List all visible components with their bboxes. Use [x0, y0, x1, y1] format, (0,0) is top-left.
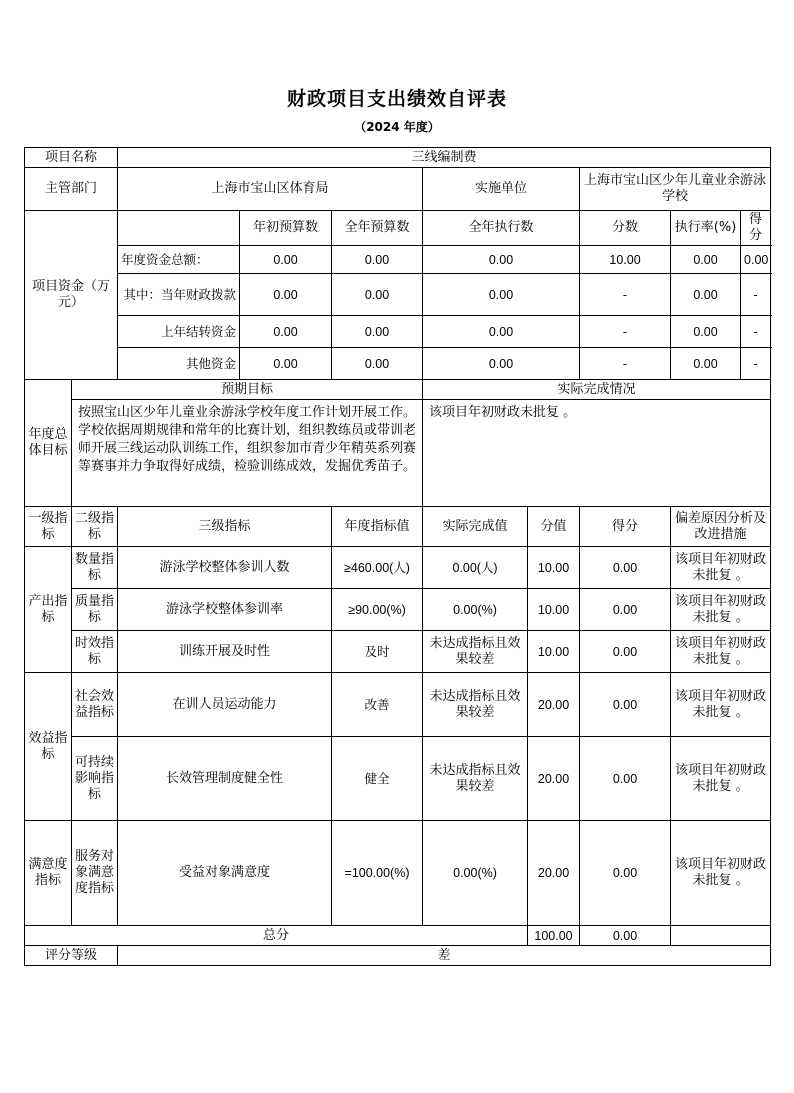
indicator-header-row	[25, 507, 771, 547]
level2-cell: 可持续影响指标	[72, 737, 118, 821]
target-cell: 健全	[332, 737, 423, 821]
funds-cell: 0.00	[423, 274, 580, 316]
level3-cell: 长效管理制度健全性	[118, 737, 332, 821]
funds-cell: 0.00	[671, 316, 741, 348]
header-reason: 偏差原因分析及改进措施	[671, 507, 771, 547]
funds-cell: 0.00	[423, 348, 580, 380]
grade-row	[25, 946, 771, 966]
reason-cell: 该项目年初财政未批复 。	[671, 673, 771, 737]
funds-header-row	[25, 211, 771, 246]
funds-label-text: 项目资金（万元）	[32, 279, 111, 310]
funds-cell: 10.00	[580, 246, 671, 274]
level2-cell: 时效指标	[72, 631, 118, 673]
funds-row	[25, 316, 771, 348]
got-cell: 0.00	[580, 821, 671, 926]
year-subtitle: （2024 年度）	[354, 120, 440, 134]
department-row	[25, 168, 771, 211]
total-label: 总分	[25, 926, 528, 946]
indicator-row	[25, 737, 771, 821]
indicator-row	[25, 821, 771, 926]
got-cell: 0.00	[580, 737, 671, 821]
reason-cell: 该项目年初财政未批复 。	[671, 589, 771, 631]
header-actual: 实际完成值	[423, 507, 528, 547]
score-cell: 10.00	[528, 589, 580, 631]
got-cell: 0.00	[580, 547, 671, 589]
funds-cell: 0.00	[423, 316, 580, 348]
funds-cell: 0.00	[332, 348, 423, 380]
funds-cell: 0.00	[671, 274, 741, 316]
actual-cell: 0.00(%)	[423, 821, 528, 926]
funds-cell: -	[580, 274, 671, 316]
funds-cell: 0.00	[423, 246, 580, 274]
level1-benefit: 效益指标	[25, 673, 72, 821]
funds-cell: 0.00	[332, 316, 423, 348]
funds-cell: -	[580, 316, 671, 348]
funds-cell: 0.00	[240, 274, 332, 316]
funds-cell: -	[580, 348, 671, 380]
header-target: 年度指标值	[332, 507, 423, 547]
level2-cell: 社会效益指标	[72, 673, 118, 737]
funds-row	[25, 274, 771, 316]
funds-header-0: 年初预算数	[240, 211, 332, 246]
funds-row-label: 其他资金	[118, 348, 240, 380]
funds-cell: 0.00	[671, 348, 741, 380]
score-cell: 10.00	[528, 631, 580, 673]
funds-header-5: 得分	[741, 211, 771, 246]
funds-cell: 0.00	[332, 246, 423, 274]
level3-cell: 游泳学校整体参训人数	[118, 547, 332, 589]
header-level3: 三级指标	[118, 507, 332, 547]
funds-cell: -	[741, 348, 771, 380]
goals-content-row	[25, 400, 771, 507]
grade-value: 差	[118, 946, 771, 966]
target-cell: 改善	[332, 673, 423, 737]
level3-cell: 受益对象满意度	[118, 821, 332, 926]
reason-cell: 该项目年初财政未批复 。	[671, 547, 771, 589]
reason-cell: 该项目年初财政未批复 。	[671, 631, 771, 673]
indicator-row	[25, 631, 771, 673]
impl-unit-value: 上海市宝山区少年儿童业余游泳学校	[580, 168, 771, 211]
level1-output: 产出指标	[25, 547, 72, 673]
header-level2: 二级指标	[72, 507, 118, 547]
goals-header-row	[25, 380, 771, 400]
level2-cell: 数量指标	[72, 547, 118, 589]
header-got: 得分	[580, 507, 671, 547]
level3-cell: 训练开展及时性	[118, 631, 332, 673]
actual-result-text: 该项目年初财政未批复 。	[423, 400, 771, 507]
reason-cell: 该项目年初财政未批复 。	[671, 737, 771, 821]
funds-cell: 0.00	[240, 246, 332, 274]
funds-cell: -	[741, 316, 771, 348]
total-got: 0.00	[580, 926, 671, 946]
indicator-row	[25, 547, 771, 589]
dept-value: 上海市宝山区体育局	[118, 168, 423, 211]
grade-label: 评分等级	[25, 946, 118, 966]
goals-label	[25, 380, 72, 507]
project-name-label: 项目名称	[25, 148, 118, 168]
score-cell: 20.00	[528, 673, 580, 737]
funds-cell: 0.00	[240, 316, 332, 348]
funds-header-3: 分数	[580, 211, 671, 246]
total-score: 100.00	[528, 926, 580, 946]
level3-cell: 游泳学校整体参训率	[118, 589, 332, 631]
funds-cell: 0.00	[671, 246, 741, 274]
total-row	[25, 926, 771, 946]
got-cell: 0.00	[580, 631, 671, 673]
actual-cell: 0.00(%)	[423, 589, 528, 631]
target-cell: ≥460.00(人)	[332, 547, 423, 589]
score-cell: 20.00	[528, 737, 580, 821]
project-name: 三线编制费	[118, 148, 771, 168]
got-cell: 0.00	[580, 589, 671, 631]
funds-cell: 0.00	[741, 246, 771, 274]
funds-header-1: 全年预算数	[332, 211, 423, 246]
funds-header-4: 执行率(%)	[671, 211, 741, 246]
target-cell: 及时	[332, 631, 423, 673]
reason-cell: 该项目年初财政未批复 。	[671, 821, 771, 926]
impl-unit-label: 实施单位	[423, 168, 580, 211]
actual-cell: 0.00(人)	[423, 547, 528, 589]
expected-goal-header: 预期目标	[72, 380, 423, 400]
level2-cell: 质量指标	[72, 589, 118, 631]
funds-cell: 0.00	[332, 274, 423, 316]
funds-row	[25, 246, 771, 274]
funds-row-label: 年度资金总额：	[118, 246, 240, 274]
funds-row-label: 其中：当年财政拨款	[118, 274, 240, 316]
target-cell: ≥90.00(%)	[332, 589, 423, 631]
got-cell: 0.00	[580, 673, 671, 737]
funds-header-2: 全年执行数	[423, 211, 580, 246]
actual-cell: 未达成指标且效果较差	[423, 631, 528, 673]
funds-cell: -	[741, 274, 771, 316]
actual-cell: 未达成指标且效果较差	[423, 673, 528, 737]
score-cell: 20.00	[528, 821, 580, 926]
level1-satisfaction: 满意度指标	[25, 821, 72, 926]
goals-label-text: 年度总体目标	[28, 427, 68, 458]
indicator-row	[25, 589, 771, 631]
actual-cell: 未达成指标且效果较差	[423, 737, 528, 821]
funds-label	[25, 211, 118, 380]
score-cell: 10.00	[528, 547, 580, 589]
target-cell: =100.00(%)	[332, 821, 423, 926]
indicator-row	[25, 673, 771, 737]
total-blank	[671, 926, 771, 946]
header-score: 分值	[528, 507, 580, 547]
funds-blank-cell	[118, 211, 240, 246]
funds-row-label: 上年结转资金	[118, 316, 240, 348]
expected-goal-text: 按照宝山区少年儿童业余游泳学校年度工作计划开展工作。学校依据周期规律和常年的比赛计划，组织教练员或带训老师开展三线运动队训练工作，组织参加市青少年精英系列赛等赛事并力争取得好成绩，检验训练成效，发掘优秀苗子。	[72, 400, 423, 507]
dept-label: 主管部门	[25, 168, 118, 211]
project-name-row	[25, 148, 771, 168]
performance-table	[24, 147, 771, 966]
funds-row	[25, 348, 771, 380]
level2-cell: 服务对象满意度指标	[72, 821, 118, 926]
header-level1: 一级指标	[25, 507, 72, 547]
actual-result-header: 实际完成情况	[423, 380, 771, 400]
page-title: 财政项目支出绩效自评表	[286, 88, 507, 110]
level3-cell: 在训人员运动能力	[118, 673, 332, 737]
funds-cell: 0.00	[240, 348, 332, 380]
